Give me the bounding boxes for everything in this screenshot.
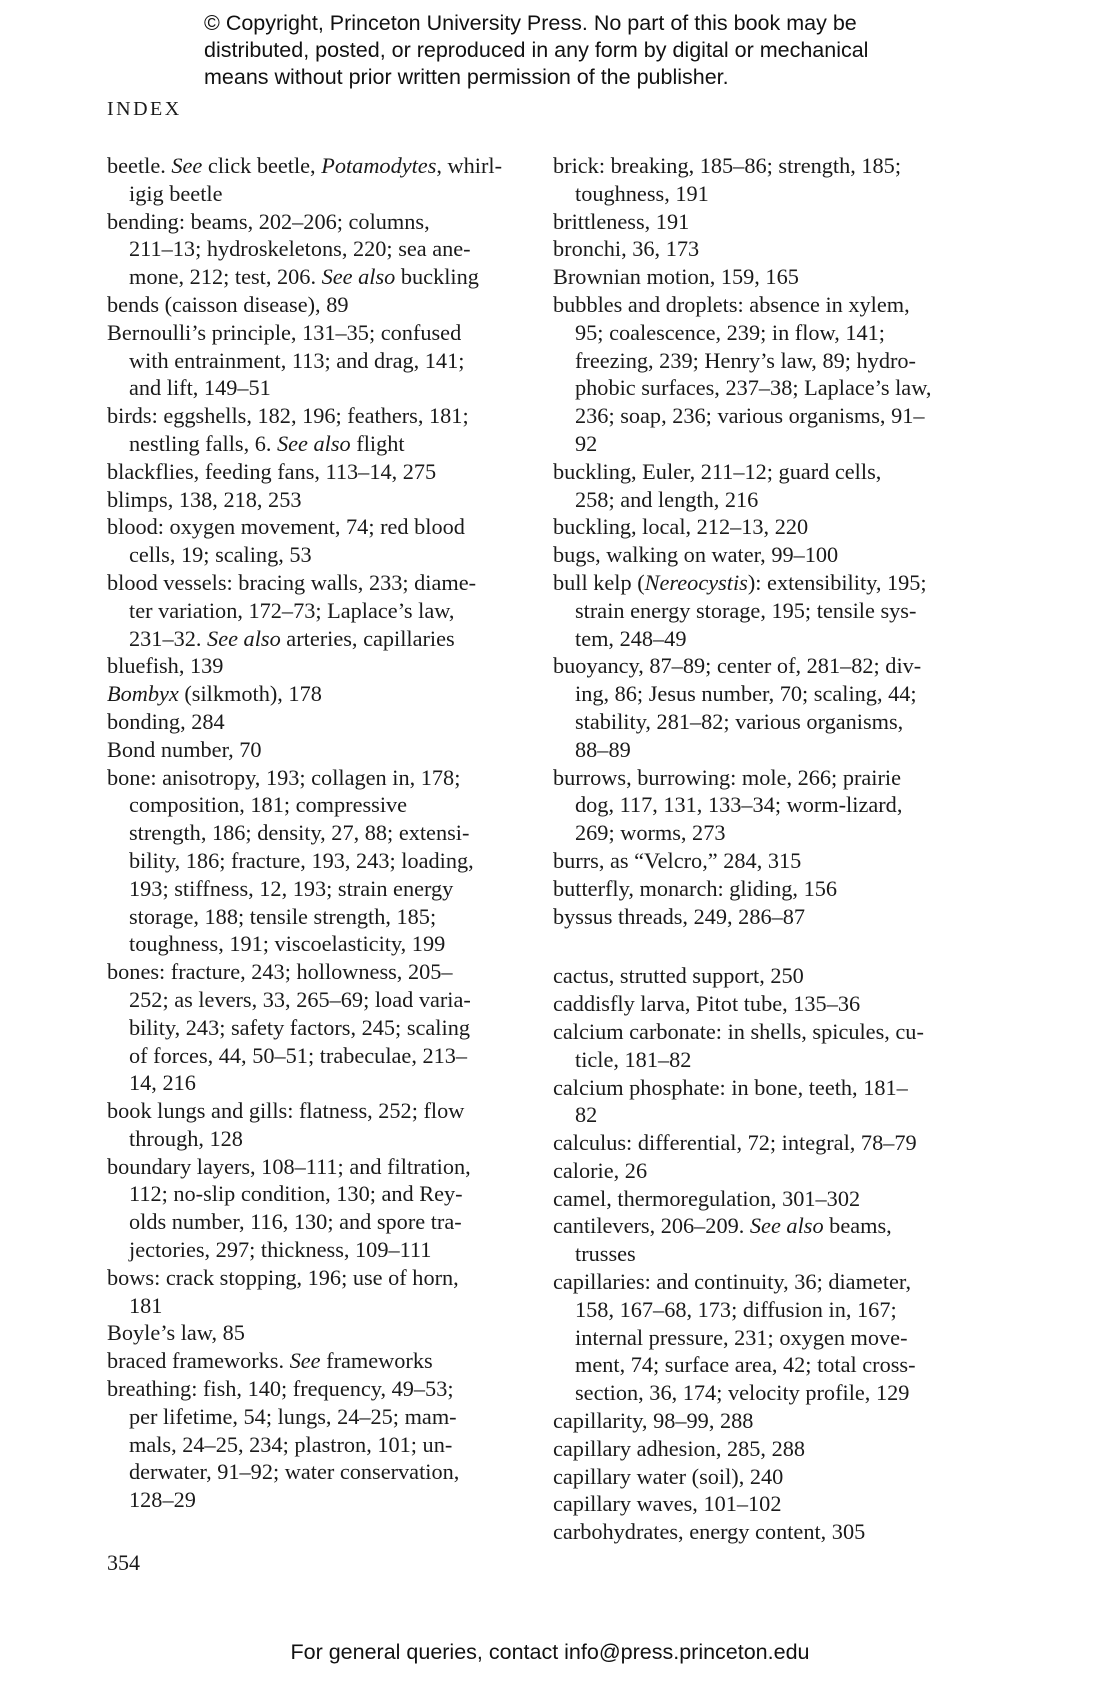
entry-text: 231–32. (129, 625, 208, 651)
copyright-line: means without prior written permission of the publisher. (204, 65, 729, 89)
entry-text: bone: anisotropy, 193; collagen in, 178; (107, 764, 461, 790)
index-entry (107, 958, 527, 1097)
index-entry (107, 569, 527, 652)
entry-text: bending: beams, 202–206; columns, (107, 208, 430, 234)
entry-continuation-line (107, 263, 527, 291)
index-entry (553, 1018, 983, 1074)
entry-text: mone, 212; test, 206. (129, 264, 322, 290)
entry-continuation-line (107, 1403, 527, 1431)
entry-continuation-line (107, 1431, 527, 1459)
index-entry (107, 1264, 527, 1320)
entry-continuation-line (107, 1014, 527, 1042)
entry-continuation-line (107, 625, 527, 653)
entry-line (553, 1463, 983, 1491)
index-column-left (107, 152, 527, 1514)
entry-line (553, 152, 983, 180)
entry-text: section, 36, 174; velocity profile, 129 (575, 1380, 910, 1406)
index-entry (553, 1435, 983, 1463)
entry-text: buoyancy, 87–89; center of, 281–82; div- (553, 653, 922, 679)
entry-text: carbohydrates, energy content, 305 (553, 1519, 866, 1545)
entry-continuation-line (107, 903, 527, 931)
index-entry (553, 990, 983, 1018)
entry-text: bluefish, 139 (107, 653, 224, 679)
index-entry (553, 962, 983, 990)
entry-line (553, 541, 983, 569)
entry-line (553, 1074, 983, 1102)
entry-text: with entrainment, 113; and drag, 141; (129, 347, 465, 373)
entry-line (553, 990, 983, 1018)
index-entry (107, 1319, 527, 1347)
italic-text: See also (321, 264, 396, 290)
entry-text: beams, (823, 1213, 892, 1239)
entry-continuation-line (553, 819, 983, 847)
entry-line (553, 1185, 983, 1213)
entry-line (553, 569, 983, 597)
entry-text: blood: oxygen movement, 74; red blood (107, 514, 465, 540)
entry-continuation-line (553, 1324, 983, 1352)
italic-text: Bombyx (107, 681, 179, 707)
entry-line (107, 958, 527, 986)
entry-text: boundary layers, 108–111; and filtration, (107, 1153, 471, 1179)
index-entry (107, 708, 527, 736)
index-entry (553, 458, 983, 514)
entry-text: ment, 74; surface area, 42; total cross- (575, 1352, 916, 1378)
letter-gap (553, 930, 983, 962)
entry-text: strain energy storage, 195; tensile sys- (575, 597, 917, 623)
index-entry (553, 1129, 983, 1157)
entry-continuation-line (107, 235, 527, 263)
entry-text: igig beetle (129, 180, 223, 206)
entry-text: arteries, capillaries (280, 625, 455, 651)
entry-text: book lungs and gills: flatness, 252; flow (107, 1098, 465, 1124)
entry-line (553, 1518, 983, 1546)
entry-continuation-line (107, 597, 527, 625)
entry-text: toughness, 191 (575, 180, 709, 206)
index-entry (553, 1074, 983, 1130)
index-entry (553, 291, 983, 458)
entry-text: burrows, burrowing: mole, 266; prairie (553, 764, 902, 790)
index-entry (107, 486, 527, 514)
entry-line (553, 1157, 983, 1185)
index-column-right (553, 152, 983, 1546)
index-entry (107, 764, 527, 959)
entry-text: strength, 186; density, 27, 88; extensi- (129, 820, 470, 846)
entry-line (107, 1153, 527, 1181)
entry-text: butterfly, monarch: gliding, 156 (553, 875, 838, 901)
entry-continuation-line (553, 597, 983, 625)
entry-line (553, 1129, 983, 1157)
entry-text: 88–89 (575, 736, 631, 762)
entry-line (553, 291, 983, 319)
index-entry (107, 458, 527, 486)
italic-text: See also (749, 1213, 824, 1239)
entry-line (107, 652, 527, 680)
entry-continuation-line (107, 1208, 527, 1236)
entry-line (553, 263, 983, 291)
entry-text: 95; coalescence, 239; in flow, 141; (575, 319, 886, 345)
entry-text: bility, 186; fracture, 193, 243; loading, (129, 847, 474, 873)
entry-text: capillarity, 98–99, 288 (553, 1408, 754, 1434)
entry-continuation-line (553, 180, 983, 208)
entry-continuation-line (553, 347, 983, 375)
entry-text: ter variation, 172–73; Laplace’s law, (129, 597, 455, 623)
entry-text: caddisfly larva, Pitot tube, 135–36 (553, 991, 861, 1017)
entry-line (107, 680, 527, 708)
italic-text: See (171, 153, 203, 178)
index-entry (553, 1518, 983, 1546)
index-entry (553, 875, 983, 903)
index-group-b (553, 152, 983, 930)
entry-line (553, 1268, 983, 1296)
entry-text: nestling falls, 6. (129, 430, 278, 456)
entry-text: and lift, 149–51 (129, 375, 271, 401)
entry-line (553, 1435, 983, 1463)
entry-continuation-line (107, 1042, 527, 1070)
entry-line (553, 764, 983, 792)
italic-text: See also (207, 625, 281, 651)
entry-text: flight (350, 430, 405, 456)
running-head: INDEX (107, 98, 182, 120)
entry-continuation-line (553, 1240, 983, 1268)
entry-line (107, 208, 527, 236)
index-entry (553, 903, 983, 931)
entry-text: 211–13; hydroskeletons, 220; sea ane- (129, 236, 471, 262)
entry-text: Boyle’s law, 85 (107, 1320, 245, 1346)
entry-text: capillary water (soil), 240 (553, 1463, 784, 1489)
entry-text: blimps, 138, 218, 253 (107, 486, 302, 512)
entry-text: 193; stiffness, 12, 193; strain energy (129, 875, 454, 901)
entry-line (107, 708, 527, 736)
entry-text: click beetle, (202, 153, 322, 178)
entry-text: olds number, 116, 130; and spore tra- (129, 1209, 462, 1235)
entry-continuation-line (107, 180, 527, 208)
index-entry (553, 1268, 983, 1407)
entry-line (553, 875, 983, 903)
entry-line (107, 152, 527, 180)
entry-continuation-line (553, 791, 983, 819)
entry-continuation-line (553, 1101, 983, 1129)
entry-text: brick: breaking, 185–86; strength, 185; (553, 153, 902, 178)
entry-line (107, 319, 527, 347)
entry-text: 258; and length, 216 (575, 486, 759, 512)
entry-text: 269; worms, 273 (575, 820, 726, 846)
index-entry (553, 847, 983, 875)
entry-line (107, 1319, 527, 1347)
entry-continuation-line (553, 1046, 983, 1074)
copyright-line: distributed, posted, or reproduced in any form by digital or mechanical (204, 38, 869, 62)
entry-text: byssus threads, 249, 286–87 (553, 903, 806, 929)
entry-text: freezing, 239; Henry’s law, 89; hydro- (575, 347, 916, 373)
entry-text: derwater, 91–92; water conservation, (129, 1459, 460, 1485)
index-entry (553, 541, 983, 569)
entry-line (107, 458, 527, 486)
entry-text: 128–29 (129, 1487, 196, 1513)
entry-continuation-line (553, 486, 983, 514)
entry-line (107, 736, 527, 764)
entry-text: calorie, 26 (553, 1157, 648, 1183)
entry-line (553, 1407, 983, 1435)
index-entry (107, 291, 527, 319)
entry-continuation-line (107, 1458, 527, 1486)
entry-continuation-line (107, 1236, 527, 1264)
entry-text: 181 (129, 1292, 163, 1318)
index-entry (553, 513, 983, 541)
entry-text: buckling, local, 212–13, 220 (553, 514, 809, 540)
entry-text: jectories, 297; thickness, 109–111 (129, 1237, 432, 1263)
index-entry (553, 1463, 983, 1491)
entry-text: capillaries: and continuity, 36; diameter, (553, 1269, 912, 1295)
index-entry (107, 1097, 527, 1153)
entry-continuation-line (107, 430, 527, 458)
entry-text: Brownian motion, 159, 165 (553, 264, 799, 290)
entry-text: 92 (575, 430, 598, 456)
entry-line (107, 1347, 527, 1375)
entry-text: capillary waves, 101–102 (553, 1491, 782, 1517)
index-entry (107, 1153, 527, 1264)
entry-text: internal pressure, 231; oxygen move- (575, 1324, 908, 1350)
entry-continuation-line (107, 986, 527, 1014)
copyright-line: © Copyright, Princeton University Press. No part of this book may be (204, 11, 857, 35)
entry-line (553, 962, 983, 990)
index-entry (107, 736, 527, 764)
entry-text: frameworks (320, 1348, 433, 1374)
entry-text: phobic surfaces, 237–38; Laplace’s law, (575, 375, 932, 401)
entry-text: beetle. (107, 153, 172, 178)
entry-line (107, 402, 527, 430)
index-entry (107, 152, 527, 208)
entry-continuation-line (553, 1296, 983, 1324)
entry-line (107, 764, 527, 792)
entry-continuation-line (107, 374, 527, 402)
entry-text: stability, 281–82; various organisms, (575, 708, 904, 734)
italic-text: Potamodytes (321, 153, 437, 178)
entry-text: ): extensibility, 195; (747, 569, 927, 595)
italic-text: See also (277, 430, 351, 456)
entry-text: 252; as levers, 33, 265–69; load varia- (129, 986, 471, 1012)
copyright-notice (204, 10, 964, 91)
entry-text: burrs, as “Velcro,” 284, 315 (553, 847, 802, 873)
entry-text: 82 (575, 1102, 598, 1128)
index-entry (107, 208, 527, 291)
entry-text: breathing: fish, 140; frequency, 49–53; (107, 1376, 454, 1402)
index-entry (553, 1407, 983, 1435)
index-entry (107, 513, 527, 569)
footer-contact: For general queries, contact info@press.princeton.edu (290, 1640, 810, 1664)
entry-line (553, 458, 983, 486)
entry-line (553, 1212, 983, 1240)
entry-continuation-line (553, 1379, 983, 1407)
entry-line (553, 847, 983, 875)
index-entry (553, 1212, 983, 1268)
entry-text: per lifetime, 54; lungs, 24–25; mam- (129, 1403, 457, 1429)
entry-text: tem, 248–49 (575, 625, 687, 651)
entry-line (553, 235, 983, 263)
entry-text: buckling, Euler, 211–12; guard cells, (553, 458, 882, 484)
italic-text: Nereocystis (644, 569, 748, 595)
index-entry (553, 1157, 983, 1185)
entry-continuation-line (553, 319, 983, 347)
entry-continuation-line (107, 347, 527, 375)
entry-text: buckling (395, 264, 479, 290)
entry-line (107, 1264, 527, 1292)
entry-line (553, 652, 983, 680)
entry-continuation-line (107, 930, 527, 958)
entry-text: bonding, 284 (107, 708, 225, 734)
entry-text: ing, 86; Jesus number, 70; scaling, 44; (575, 681, 917, 707)
entry-continuation-line (107, 819, 527, 847)
entry-text: bronchi, 36, 173 (553, 236, 700, 262)
entry-text: camel, thermoregulation, 301–302 (553, 1185, 861, 1211)
entry-continuation-line (553, 625, 983, 653)
entry-continuation-line (107, 541, 527, 569)
entry-text: cells, 19; scaling, 53 (129, 542, 312, 568)
index-entry (107, 402, 527, 458)
entry-text: (silkmoth), 178 (178, 681, 322, 707)
entry-text: calcium carbonate: in shells, spicules, cu- (553, 1018, 924, 1044)
entry-text: through, 128 (129, 1125, 243, 1151)
entry-text: trusses (575, 1241, 636, 1267)
italic-text: See (289, 1348, 321, 1374)
entry-text: cantilevers, 206–209. (553, 1213, 750, 1239)
index-entry (553, 235, 983, 263)
entry-text: calculus: differential, 72; integral, 78–79 (553, 1130, 917, 1156)
entry-text: bility, 243; safety factors, 245; scaling (129, 1014, 470, 1040)
entry-text: bubbles and droplets: absence in xylem, (553, 291, 910, 317)
entry-line (107, 513, 527, 541)
entry-continuation-line (553, 736, 983, 764)
entry-continuation-line (553, 402, 983, 430)
entry-continuation-line (553, 430, 983, 458)
entry-text: storage, 188; tensile strength, 185; (129, 903, 437, 929)
entry-text: 158, 167–68, 173; diffusion in, 167; (575, 1296, 897, 1322)
entry-text: mals, 24–25, 234; plastron, 101; un- (129, 1431, 453, 1457)
entry-continuation-line (553, 374, 983, 402)
entry-text: blackflies, feeding fans, 113–14, 275 (107, 458, 437, 484)
entry-line (107, 486, 527, 514)
entry-line (107, 1097, 527, 1125)
entry-text: blood vessels: bracing walls, 233; diame- (107, 569, 477, 595)
entry-continuation-line (107, 1292, 527, 1320)
entry-text: 236; soap, 236; various organisms, 91– (575, 403, 925, 429)
entry-text: birds: eggshells, 182, 196; feathers, 181; (107, 403, 469, 429)
entry-text: toughness, 191; viscoelasticity, 199 (129, 931, 446, 957)
index-entry (553, 652, 983, 763)
index-entry (107, 1347, 527, 1375)
entry-text: , whirl- (436, 153, 503, 178)
entry-text: 14, 216 (129, 1070, 196, 1096)
entry-text: cactus, strutted support, 250 (553, 963, 804, 989)
entry-continuation-line (553, 1351, 983, 1379)
index-entry (553, 764, 983, 847)
entry-continuation-line (107, 847, 527, 875)
entry-continuation-line (553, 680, 983, 708)
entry-continuation-line (107, 1180, 527, 1208)
entry-text: composition, 181; compressive (129, 792, 408, 818)
entry-text: bows: crack stopping, 196; use of horn, (107, 1264, 459, 1290)
entry-text: bugs, walking on water, 99–100 (553, 542, 839, 568)
entry-text: of forces, 44, 50–51; trabeculae, 213– (129, 1042, 468, 1068)
entry-text: Bond number, 70 (107, 736, 262, 762)
entry-text: Bernoulli’s principle, 131–35; confused (107, 319, 462, 345)
entry-text: dog, 117, 131, 133–34; worm-lizard, (575, 792, 903, 818)
entry-continuation-line (107, 1125, 527, 1153)
entry-line (107, 1375, 527, 1403)
index-entry (107, 319, 527, 402)
entry-text: bones: fracture, 243; hollowness, 205– (107, 959, 453, 985)
entry-line (553, 1490, 983, 1518)
entry-text: calcium phosphate: in bone, teeth, 181– (553, 1074, 908, 1100)
index-entry (553, 263, 983, 291)
entry-continuation-line (107, 1486, 527, 1514)
entry-continuation-line (553, 708, 983, 736)
entry-line (553, 208, 983, 236)
entry-text: brittleness, 191 (553, 208, 690, 234)
entry-continuation-line (107, 875, 527, 903)
entry-text: 112; no-slip condition, 130; and Rey- (129, 1181, 463, 1207)
index-entry (553, 1185, 983, 1213)
entry-text: capillary adhesion, 285, 288 (553, 1435, 806, 1461)
entry-line (107, 569, 527, 597)
entry-continuation-line (107, 791, 527, 819)
entry-continuation-line (107, 1069, 527, 1097)
index-group-c (553, 962, 983, 1546)
index-entry (107, 680, 527, 708)
entry-text: bends (caisson disease), 89 (107, 291, 349, 317)
index-entry (107, 652, 527, 680)
index-entry (553, 208, 983, 236)
page-number: 354 (107, 1550, 140, 1575)
entry-text: bull kelp ( (553, 569, 645, 595)
entry-line (553, 1018, 983, 1046)
index-entry (553, 569, 983, 652)
index-entry (553, 152, 983, 208)
entry-text: braced frameworks. (107, 1348, 290, 1374)
entry-line (553, 513, 983, 541)
entry-text: ticle, 181–82 (575, 1046, 692, 1072)
entry-line (553, 903, 983, 931)
index-entry (553, 1490, 983, 1518)
index-entry (107, 1375, 527, 1514)
entry-line (107, 291, 527, 319)
